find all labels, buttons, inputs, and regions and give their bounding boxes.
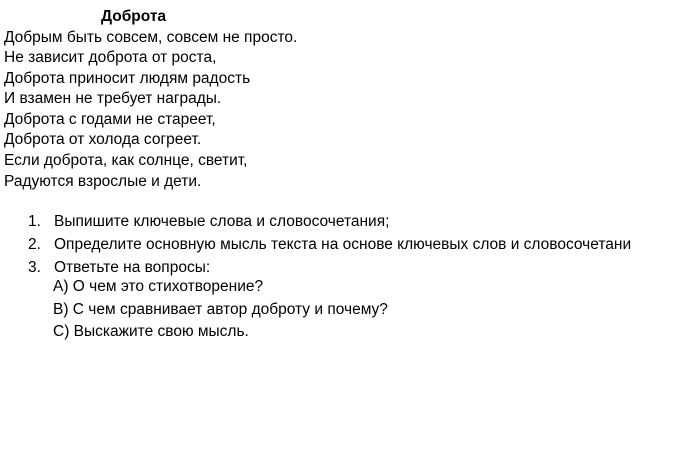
task-list bbox=[0, 210, 678, 279]
poem-line: Если доброта, как солнце, светит, bbox=[4, 152, 248, 170]
task-text: Ответьте на вопросы: bbox=[54, 259, 211, 276]
poem-title: Доброта bbox=[101, 8, 167, 25]
poem-line: Не зависит доброта от роста, bbox=[4, 49, 217, 67]
poem-line: Доброта приносит людям радость bbox=[4, 69, 251, 87]
poem-line: Доброта от холода согреет. bbox=[4, 131, 202, 149]
task-number: 2. bbox=[28, 236, 41, 253]
question-list bbox=[53, 276, 388, 344]
task-number: 1. bbox=[28, 213, 41, 230]
question-item: A) О чем это стихотворение? bbox=[53, 278, 264, 295]
task-item bbox=[0, 233, 678, 256]
poem-line: Добрым быть совсем, совсем не просто. bbox=[4, 28, 298, 46]
task-item bbox=[0, 210, 678, 233]
task-text: Определите основную мысль текста на основе ключевых слов и словосочетани bbox=[54, 236, 632, 253]
poem-text bbox=[4, 28, 297, 193]
poem-line: И взамен не требует награды. bbox=[4, 90, 222, 108]
task-text: Выпишите ключевые слова и словосочетания; bbox=[54, 213, 390, 230]
task-number: 3. bbox=[28, 259, 41, 276]
poem-line: Радуются взрослые и дети. bbox=[4, 172, 202, 190]
poem-line: Доброта с годами не стареет, bbox=[4, 110, 216, 128]
question-item: C) Выскажите свою мысль. bbox=[53, 323, 249, 340]
question-item: B) С чем сравнивает автор доброту и почему? bbox=[53, 300, 388, 318]
